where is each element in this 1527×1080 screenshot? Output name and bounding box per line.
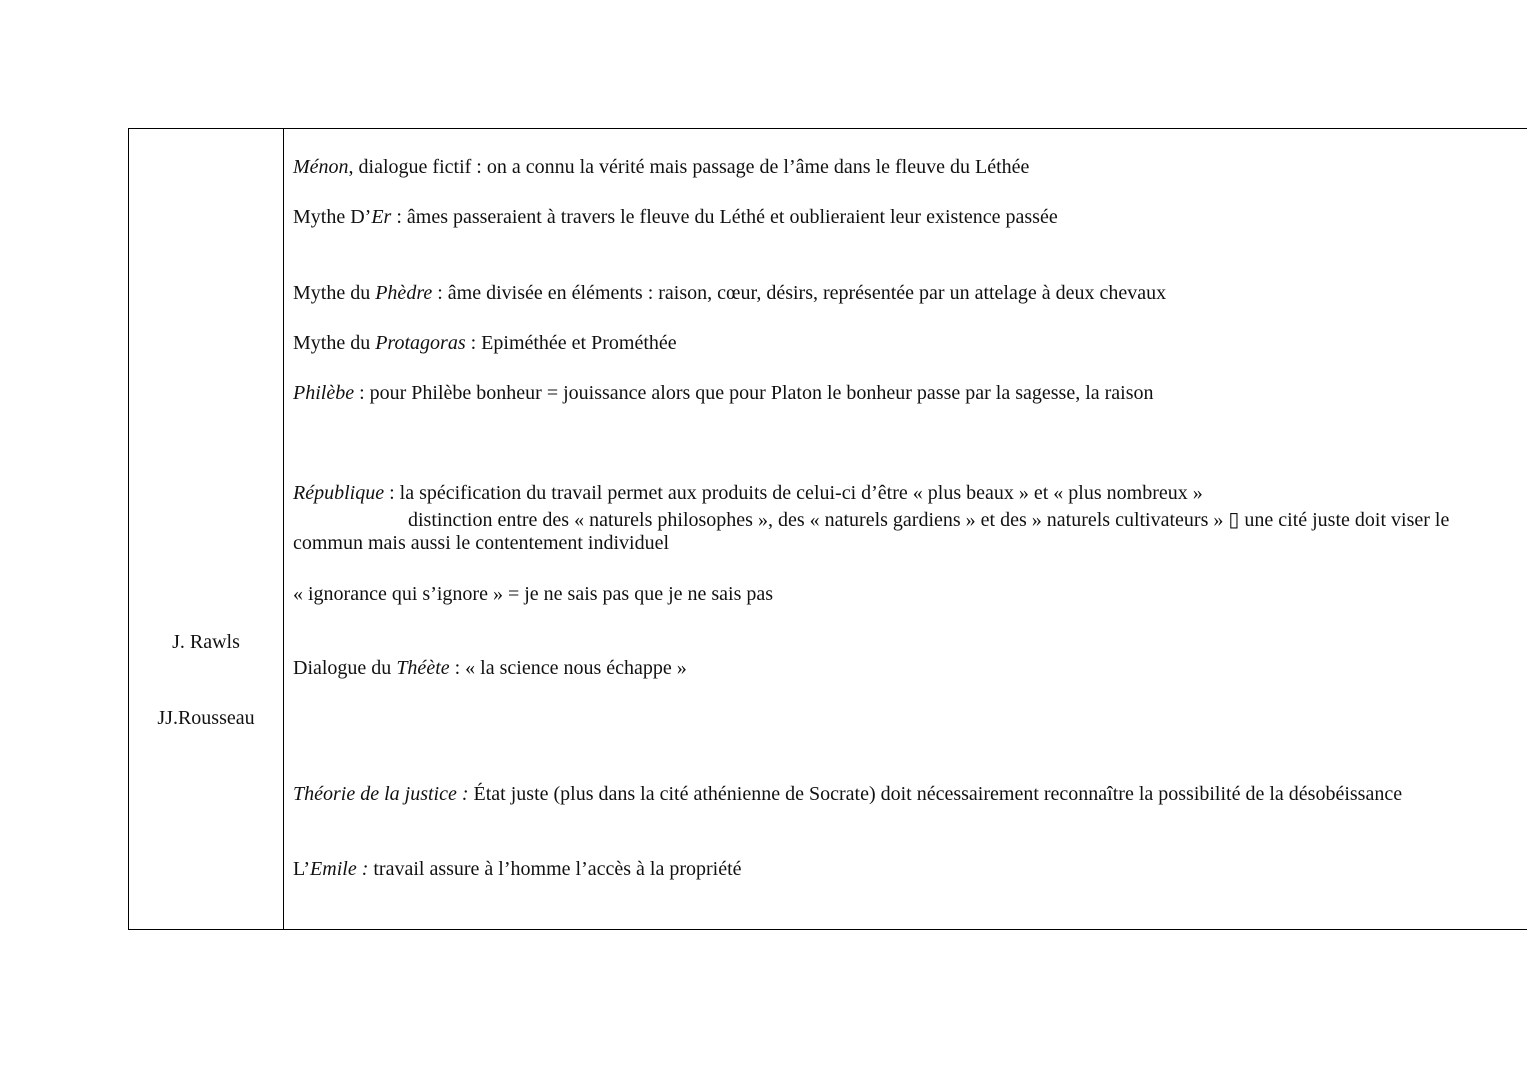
entry-phedre-title: Phèdre xyxy=(375,282,433,304)
entry-theetete-title: Théète xyxy=(396,657,450,679)
entry-er-text: : âmes passeraient à travers le fleuve du Léthé et oublieraient leur existence passée xyxy=(391,206,1058,228)
entry-protagoras-text: : Epiméthée et Prométhée xyxy=(465,332,677,354)
entry-theetete-text: : « la science nous échappe » xyxy=(449,657,687,679)
entry-phedre-text: : âme divisée en éléments : raison, cœur, désirs, représentée par un attelage à deux chevaux xyxy=(432,282,1167,304)
entry-er-prefix: Mythe D’ xyxy=(293,206,372,228)
entry-justice-text: État juste (plus dans la cité athénienne de Socrate) doit nécessairement reconnaître la possibilité de la désobéissance xyxy=(468,783,1403,805)
entry-emile-title: Emile : xyxy=(310,858,369,880)
entry-theetete xyxy=(293,657,687,680)
entry-menon-text: , dialogue fictif : on a connu la vérité mais passage de l’âme dans le fleuve du Léthée xyxy=(348,156,1030,178)
notes-table xyxy=(128,128,1527,930)
entry-republique-title: République xyxy=(293,482,385,504)
entry-republique-line2: distinction entre des « naturels philosophes », des « naturels gardiens » et des » naturels cultivateurs » ▯ une cité juste doit viser le xyxy=(408,509,1450,531)
column-divider xyxy=(283,129,284,929)
entry-republique-text-1: : la spécification du travail permet aux produits de celui-ci d’être « plus beaux » et « plus nombreux » xyxy=(384,482,1203,504)
entry-emile xyxy=(293,858,742,881)
entry-er-title: Er xyxy=(371,206,392,228)
entry-protagoras-title: Protagoras xyxy=(375,332,466,354)
entry-philebe-text: : pour Philèbe bonheur = jouissance alors que pour Platon le bonheur passe par la sagesse, la raison xyxy=(354,382,1154,404)
entry-protagoras xyxy=(293,332,677,355)
entry-protagoras-prefix: Mythe du xyxy=(293,332,376,354)
entry-menon xyxy=(293,156,1029,179)
entry-justice xyxy=(293,783,1402,806)
entry-philebe-title: Philèbe xyxy=(293,382,355,404)
entry-justice-title: Théorie de la justice : xyxy=(293,783,469,805)
entry-er xyxy=(293,206,1058,229)
entry-phedre xyxy=(293,282,1166,305)
entry-menon-title: Ménon xyxy=(293,156,349,178)
entry-emile-text: travail assure à l’homme l’accès à la propriété xyxy=(368,858,742,880)
entry-emile-prefix: L’ xyxy=(293,858,311,880)
entry-philebe xyxy=(293,382,1154,405)
author-rawls: J. Rawls xyxy=(172,631,240,653)
author-rousseau: JJ.Rousseau xyxy=(157,707,255,729)
entry-phedre-prefix: Mythe du xyxy=(293,282,376,304)
entry-republique-line1 xyxy=(293,482,1203,505)
entry-republique-line3: commun mais aussi le contentement individuel xyxy=(293,532,670,554)
entry-ignorance: « ignorance qui s’ignore » = je ne sais pas que je ne sais pas xyxy=(293,583,774,605)
entry-theetete-prefix: Dialogue du xyxy=(293,657,397,679)
